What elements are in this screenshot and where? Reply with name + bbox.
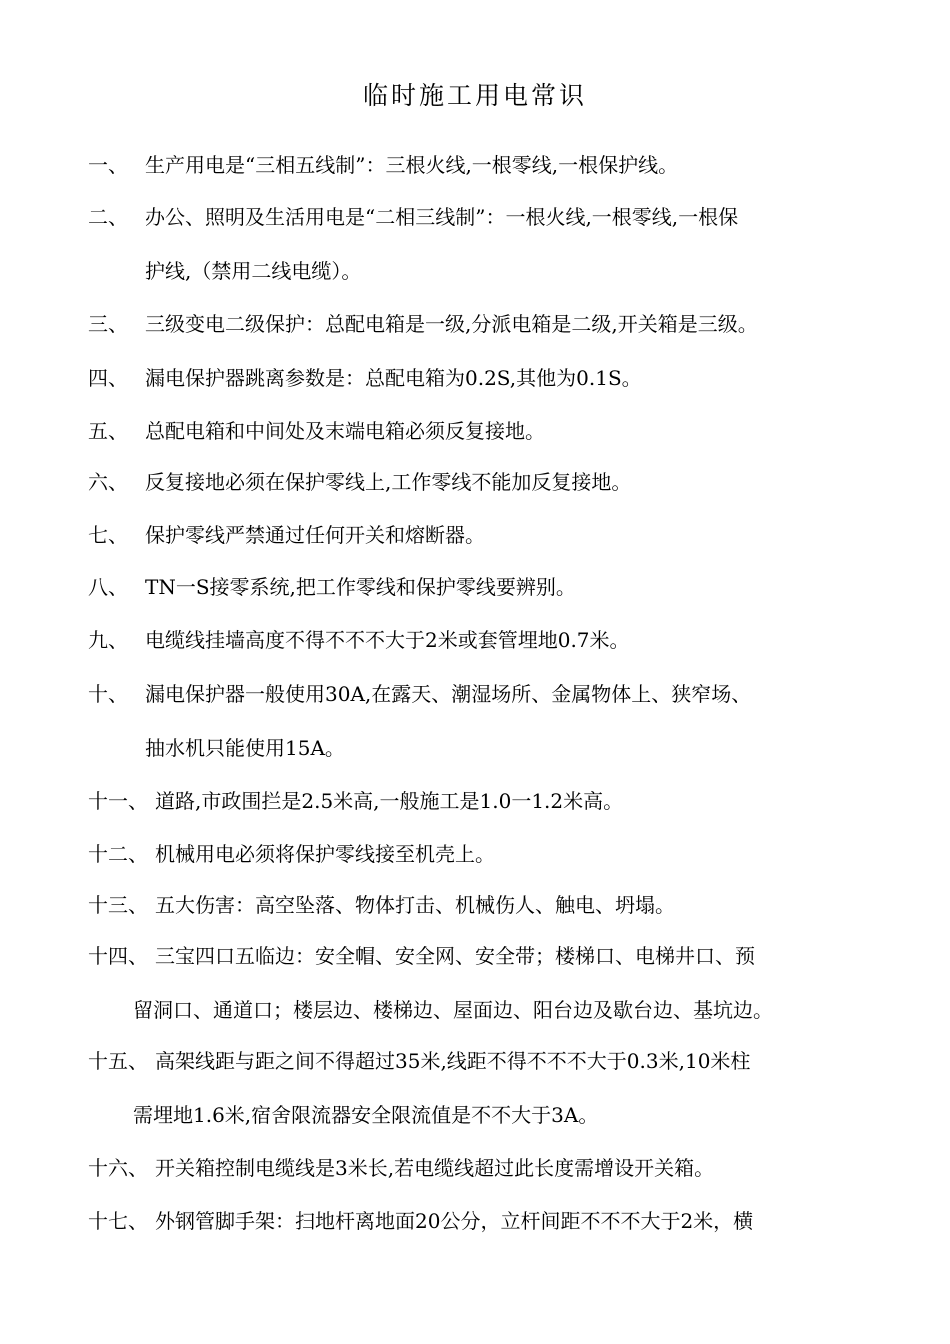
item-number: 二、 [88, 205, 128, 229]
item-text-line: 总配电箱和中间处及末端电箱必须反复接地。 [145, 419, 545, 443]
item-number: 八、 [88, 575, 128, 599]
item-text-line: 留洞口、通道口；楼层边、楼梯边、屋面边、阳台边及歇台边、基坑边。 [133, 998, 773, 1022]
item-number: 一、 [88, 153, 128, 177]
item-text-line: 三宝四口五临边：安全帽、安全网、安全带；楼梯口、电梯井口、预 [155, 944, 755, 968]
item-number: 十二、 [88, 842, 148, 866]
item-number: 十四、 [88, 944, 148, 968]
item-text-line: 五大伤害：高空坠落、物体打击、机械伤人、触电、坍塌。 [155, 893, 675, 917]
item-text-line: 漏电保护器跳离参数是：总配电箱为0.2S,其他为0.1S。 [145, 366, 642, 390]
item-number: 三、 [88, 312, 128, 336]
item-number: 十六、 [88, 1156, 148, 1180]
item-text-line: TN一S接零系统,把工作零线和保护零线要辨别。 [145, 575, 576, 599]
item-text-line: 生产用电是“三相五线制”：三根火线,一根零线,一根保护线。 [145, 153, 679, 177]
item-number: 七、 [88, 523, 128, 547]
item-number: 十、 [88, 682, 128, 706]
item-text-line: 外钢管脚手架：扫地杆离地面20公分，立杆间距不不不大于2米，横 [155, 1209, 754, 1233]
item-text-line: 三级变电二级保护：总配电箱是一级,分派电箱是二级,开关箱是三级。 [145, 312, 758, 336]
item-text-line: 开关箱控制电缆线是3米长,若电缆线超过此长度需增设开关箱。 [155, 1156, 715, 1180]
item-text-line: 道路,市政围拦是2.5米高,一般施工是1.0一1.2米高。 [155, 789, 624, 813]
item-number: 十一、 [88, 789, 148, 813]
item-text-line: 抽水机只能使用15A。 [145, 736, 345, 760]
item-text-line: 反复接地必须在保护零线上,工作零线不能加反复接地。 [145, 470, 632, 494]
item-number: 十五、 [88, 1049, 148, 1073]
item-number: 十七、 [88, 1209, 148, 1233]
item-number: 五、 [88, 419, 128, 443]
item-number: 六、 [88, 470, 128, 494]
item-text-line: 电缆线挂墙高度不得不不不大于2米或套管埋地0.7米。 [145, 628, 630, 652]
document-title: 临时施工用电常识 [362, 81, 587, 110]
item-number: 十三、 [88, 893, 148, 917]
item-number: 四、 [88, 366, 128, 390]
item-text-line: 保护零线严禁通过任何开关和熔断器。 [145, 523, 485, 547]
item-text-line: 高架线距与距之间不得超过35米,线距不得不不不大于0.3米,10米柱 [155, 1049, 751, 1073]
item-text-line: 机械用电必须将保护零线接至机壳上。 [155, 842, 495, 866]
item-text-line: 漏电保护器一般使用30A,在露天、潮湿场所、金属物体上、狭窄场、 [145, 682, 752, 706]
item-number: 九、 [88, 628, 128, 652]
item-text-line: 办公、照明及生活用电是“二相三线制”：一根火线,一根零线,一根保 [145, 205, 739, 229]
item-text-line: 护线,（禁用二线电缆）。 [145, 259, 362, 283]
item-text-line: 需埋地1.6米,宿舍限流器安全限流值是不不大于3A。 [133, 1103, 599, 1127]
